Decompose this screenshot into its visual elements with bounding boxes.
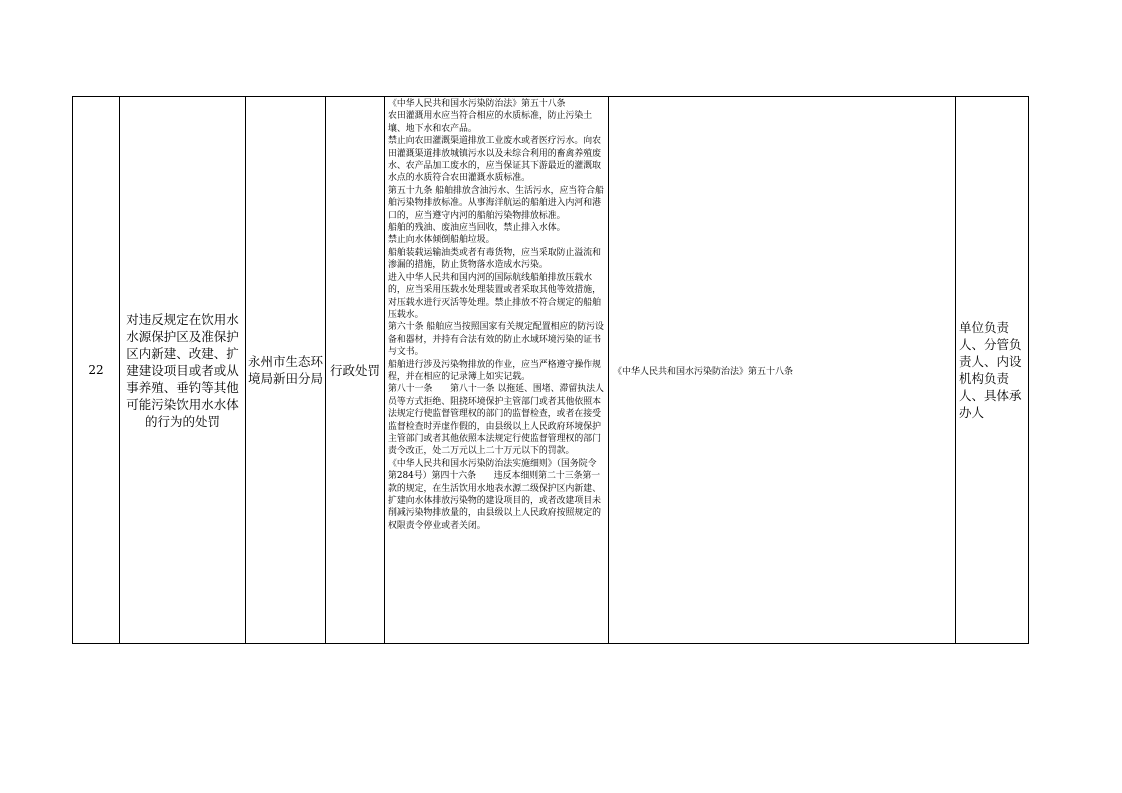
basis-paragraph: 《中华人民共和国水污染防治法实施细则》（国务院令第284号）第四十六条 违反本细则第二十三条第一款的规定，在生活饮用水地表水源二级保护区内新建、扩建向水体排放污染物的建设项目的，或者改建项目未削减污染物排放量的，由县级以上人民政府按照规定的权限责令停业或者关闭。 bbox=[388, 458, 601, 531]
basis-paragraph: 第五十九条 船舶排放含油污水、生活污水，应当符合船舶污染物排放标准。从事海洋航运的船舶进入内河和港口的，应当遵守内河的船舶污染物排放标准。 bbox=[388, 185, 604, 221]
responsible-persons: 单位负责人、分管负责人、内设机构负责人、具体承办人 bbox=[956, 97, 1029, 644]
basis-paragraph: 禁止向水体倾倒船舶垃圾。 bbox=[388, 235, 495, 246]
table-row bbox=[73, 97, 1029, 644]
basis-paragraph: 船舶的残油、废油应当回收，禁止排入水体。 bbox=[388, 223, 566, 234]
basis-paragraph: 船舶进行涉及污染物排放的作业，应当严格遵守操作规程，并在相应的记录簿上如实记载。 bbox=[388, 359, 601, 382]
legal-basis-summary: 《中华人民共和国水污染防治法》第五十八条 bbox=[609, 97, 956, 644]
legal-basis-cell bbox=[385, 97, 609, 644]
responsibility-table bbox=[72, 96, 1029, 644]
basis-paragraph: 农田灌溉用水应当符合相应的水质标准，防止污染土壤、地下水和农产品。 bbox=[388, 111, 593, 134]
basis-paragraph: 禁止向农田灌溉渠道排放工业废水或者医疗污水。向农田灌溉渠道排放城镇污水以及未综合利用的畜禽养殖废水、农产品加工废水的，应当保证其下游最近的灌溉取水点的水质符合农田灌溉水质标准。 bbox=[388, 136, 601, 184]
item-name: 对违反规定在饮用水水源保护区及准保护区内新建、改建、扩建建设项目或者或从事养殖、垂钓等其他可能污染饮用水水体的行为的处罚 bbox=[120, 97, 246, 644]
basis-paragraph: 第六十条 船舶应当按照国家有关规定配置相应的防污设备和器材，并持有合法有效的防止水域环境污染的证书与文书。 bbox=[388, 322, 604, 358]
power-type: 行政处罚 bbox=[326, 97, 385, 644]
basis-paragraph: 第八十一条 第八十一条 以拖延、围堵、滞留执法人员等方式拒绝、阻挠环境保护主管部门或者其他依照本法规定行使监督管理权的部门的监督检查，或者在接受监督检查时弄虚作假的，由县级以上人民政府环境保护主管部门或者其他依照本法规定行使监督管理权的部门责令改正，处二万元以上二十万元以下的罚款。 bbox=[388, 384, 604, 457]
basis-paragraph: 进入中华人民共和国内河的国际航线船舶排放压载水的，应当采用压载水处理装置或者采取其他等效措施，对压载水进行灭活等处理。禁止排放不符合规定的船舶压载水。 bbox=[388, 272, 601, 320]
basis-paragraph: 《中华人民共和国水污染防治法》第五十八条 bbox=[388, 99, 566, 109]
row-number: 22 bbox=[73, 97, 120, 644]
legal-basis-text bbox=[385, 97, 608, 643]
department: 永州市生态环境局新田分局 bbox=[246, 97, 326, 644]
basis-paragraph: 船舶装载运输油类或者有毒货物，应当采取防止溢流和渗漏的措施，防止货物落水造成水污染。 bbox=[388, 247, 601, 271]
